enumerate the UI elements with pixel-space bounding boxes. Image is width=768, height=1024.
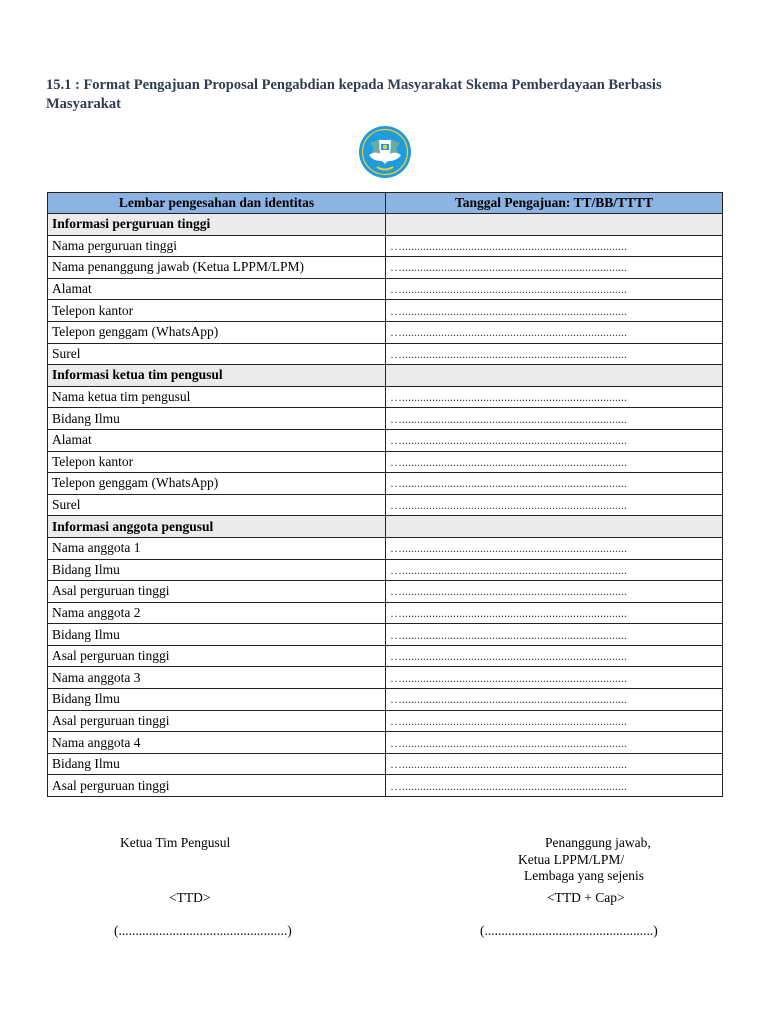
field-label: Bidang Ilmu <box>48 559 386 581</box>
table-row <box>48 667 723 689</box>
table-row <box>48 602 723 624</box>
field-value-placeholder[interactable]: …........................................................................... <box>386 321 723 343</box>
header-submission-date: Tanggal Pengajuan: TT/BB/TTTT <box>386 193 723 214</box>
signature-right-placeholder: <TTD + Cap> <box>547 890 625 905</box>
field-label: Nama anggota 3 <box>48 667 386 689</box>
document-title: 15.1 : Format Pengajuan Proposal Pengabdian kepada Masyarakat Skema Pemberdayaan Berbasis Masyarakat <box>46 77 662 112</box>
field-value-placeholder[interactable]: …........................................................................... <box>386 343 723 365</box>
field-label: Asal perguruan tinggi <box>48 710 386 732</box>
field-label: Telepon kantor <box>48 451 386 473</box>
field-label: Nama anggota 4 <box>48 732 386 754</box>
field-value-placeholder[interactable]: …........................................................................... <box>386 602 723 624</box>
field-value-placeholder[interactable]: …........................................................................... <box>386 235 723 257</box>
field-label: Nama penanggung jawab (Ketua LPPM/LPM) <box>48 257 386 279</box>
signature-right-name-line: (..................................................) <box>480 923 658 938</box>
field-label: Telepon kantor <box>48 300 386 322</box>
field-label: Alamat <box>48 278 386 300</box>
table-row <box>48 343 723 365</box>
field-value-placeholder[interactable]: …........................................................................... <box>386 429 723 451</box>
section-row <box>48 365 723 387</box>
table-row <box>48 321 723 343</box>
field-label: Surel <box>48 343 386 365</box>
field-value-placeholder[interactable]: …........................................................................... <box>386 710 723 732</box>
table-header-row <box>48 193 723 214</box>
table-row <box>48 494 723 516</box>
field-label: Alamat <box>48 429 386 451</box>
field-value-placeholder[interactable]: …........................................................................... <box>386 753 723 775</box>
field-label: Bidang Ilmu <box>48 408 386 430</box>
field-value-placeholder[interactable]: …........................................................................... <box>386 645 723 667</box>
field-label: Nama anggota 2 <box>48 602 386 624</box>
section-title: Informasi ketua tim pengusul <box>48 365 386 387</box>
field-value-placeholder[interactable]: …........................................................................... <box>386 581 723 603</box>
field-value-placeholder[interactable]: …........................................................................... <box>386 537 723 559</box>
section-row <box>48 516 723 538</box>
field-label: Bidang Ilmu <box>48 689 386 711</box>
table-row <box>48 386 723 408</box>
table-row <box>48 689 723 711</box>
field-label: Asal perguruan tinggi <box>48 581 386 603</box>
section-title: Informasi anggota pengusul <box>48 516 386 538</box>
signature-right-title-3: Lembaga yang sejenis <box>524 868 644 883</box>
table-row <box>48 408 723 430</box>
field-label: Nama anggota 1 <box>48 537 386 559</box>
signature-right-title-1: Penanggung jawab, <box>545 835 651 850</box>
section-row <box>48 214 723 236</box>
signature-left-placeholder: <TTD> <box>169 890 211 905</box>
table-row <box>48 559 723 581</box>
table-row <box>48 429 723 451</box>
field-value-placeholder[interactable]: …........................................................................... <box>386 257 723 279</box>
field-value-placeholder[interactable]: …........................................................................... <box>386 732 723 754</box>
field-label: Surel <box>48 494 386 516</box>
identity-form-table <box>47 192 723 797</box>
field-label: Asal perguruan tinggi <box>48 645 386 667</box>
signature-left-title: Ketua Tim Pengusul <box>120 835 231 850</box>
table-row <box>48 537 723 559</box>
field-label: Bidang Ilmu <box>48 624 386 646</box>
field-label: Nama ketua tim pengusul <box>48 386 386 408</box>
field-value-placeholder[interactable]: …........................................................................... <box>386 494 723 516</box>
table-row <box>48 624 723 646</box>
table-row <box>48 451 723 473</box>
signature-right-title-2: Ketua LPPM/LPM/ <box>518 852 625 867</box>
field-value-placeholder[interactable]: …........................................................................... <box>386 386 723 408</box>
field-value-placeholder[interactable]: …........................................................................... <box>386 775 723 797</box>
table-row <box>48 473 723 495</box>
tut-wuri-handayani-logo <box>356 125 414 181</box>
field-value-placeholder[interactable]: …........................................................................... <box>386 300 723 322</box>
field-value-placeholder[interactable]: …........................................................................... <box>386 667 723 689</box>
table-row <box>48 257 723 279</box>
section-blank <box>386 516 723 538</box>
field-label: Nama perguruan tinggi <box>48 235 386 257</box>
field-value-placeholder[interactable]: …........................................................................... <box>386 559 723 581</box>
table-row <box>48 753 723 775</box>
table-row <box>48 710 723 732</box>
table-row <box>48 581 723 603</box>
field-label: Telepon genggam (WhatsApp) <box>48 321 386 343</box>
table-row <box>48 235 723 257</box>
field-value-placeholder[interactable]: …........................................................................... <box>386 473 723 495</box>
field-value-placeholder[interactable]: …........................................................................... <box>386 624 723 646</box>
field-value-placeholder[interactable]: …........................................................................... <box>386 408 723 430</box>
field-value-placeholder[interactable]: …........................................................................... <box>386 278 723 300</box>
section-blank <box>386 214 723 236</box>
header-identity: Lembar pengesahan dan identitas <box>48 193 386 214</box>
field-value-placeholder[interactable]: …........................................................................... <box>386 689 723 711</box>
table-row <box>48 645 723 667</box>
table-row <box>48 732 723 754</box>
table-row <box>48 300 723 322</box>
field-label: Asal perguruan tinggi <box>48 775 386 797</box>
table-row <box>48 775 723 797</box>
section-title: Informasi perguruan tinggi <box>48 214 386 236</box>
field-label: Bidang Ilmu <box>48 753 386 775</box>
section-blank <box>386 365 723 387</box>
table-row <box>48 278 723 300</box>
field-value-placeholder[interactable]: …........................................................................... <box>386 451 723 473</box>
signature-left-name-line: (..................................................) <box>114 923 292 938</box>
field-label: Telepon genggam (WhatsApp) <box>48 473 386 495</box>
